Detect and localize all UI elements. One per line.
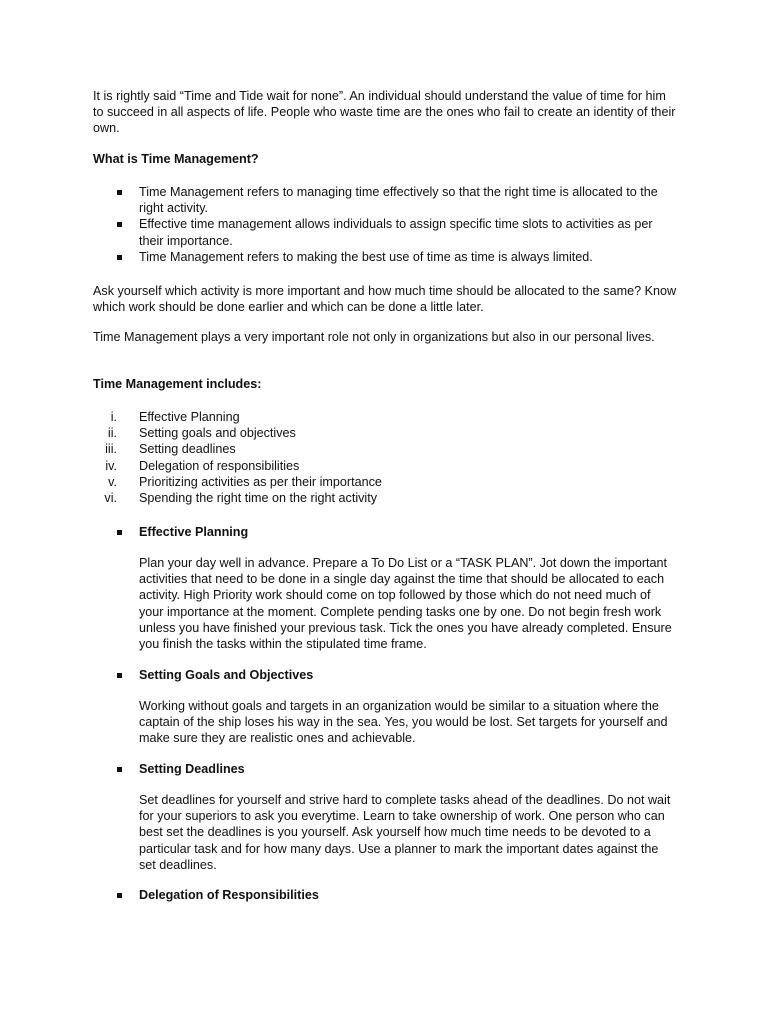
ask-paragraph: Ask yourself which activity is more important and how much time should be allocated to the same? Know which work should be done earlier and which can be done a little later. <box>93 284 677 315</box>
section-title: Setting Deadlines <box>139 762 245 776</box>
ask-block <box>93 283 678 315</box>
section-heading <box>93 761 678 777</box>
includes-heading-block <box>93 376 678 392</box>
section-deadlines-heading <box>93 761 678 777</box>
section-delegation-heading <box>93 887 678 903</box>
role-block <box>93 329 678 345</box>
roman-numeral: iii. <box>105 442 117 457</box>
section-heading <box>93 667 678 683</box>
section-effective-planning-heading <box>93 524 678 540</box>
roman-list-item <box>93 425 678 441</box>
roman-numeral: ii. <box>107 426 117 441</box>
section-body: Plan your day well in advance. Prepare a To Do List or a “TASK PLAN”. Jot down the important activities that need to be done in a single day against the time that should be allocated to each activity. High Priority work should come on top followed by those which do not need much of your importance at the moment. Complete pending tasks one by one. Do not begin fresh work unless you have finished your previous task. Tick the ones you have already completed. Ensure you finish the tasks within the stipulated time frame. <box>139 556 672 652</box>
definition-bullet-item <box>93 216 678 248</box>
section-title: Delegation of Responsibilities <box>139 888 319 902</box>
square-bullet-icon <box>117 190 122 195</box>
definition-bullet-text: Effective time management allows individuals to assign specific time slots to activities as per their importance. <box>139 217 653 248</box>
what-heading: What is Time Management? <box>93 152 259 166</box>
includes-roman-list <box>93 409 678 506</box>
square-bullet-icon <box>117 255 122 260</box>
roman-list-text: Setting goals and objectives <box>139 426 296 441</box>
section-heading <box>93 887 678 903</box>
roman-list-item <box>93 458 678 474</box>
roman-numeral: vi. <box>104 491 117 506</box>
roman-list-item <box>93 490 678 506</box>
roman-list-text: Setting deadlines <box>139 442 236 457</box>
section-body: Set deadlines for yourself and strive hard to complete tasks ahead of the deadlines. Do not wait for your superiors to ask you everytime. Learn to take ownership of work. One person who can best set the deadlines is you yourself. Ask yourself how much time needs to be devoted to a particular task and for how many days. Use a planner to mark the important dates against the set deadlines. <box>139 793 671 872</box>
section-body: Working without goals and targets in an organization would be similar to a situation where the captain of the ship loses his way in the sea. Yes, you would be lost. Set targets for yourself and make sure they are realistic ones and achievable. <box>139 699 668 746</box>
intro-block <box>93 88 678 137</box>
role-paragraph: Time Management plays a very important role not only in organizations but also in our personal lives. <box>93 330 655 344</box>
section-heading <box>93 524 678 540</box>
what-heading-block <box>93 151 678 167</box>
section-goals-heading <box>93 667 678 683</box>
definition-bullet-text: Time Management refers to making the best use of time as time is always limited. <box>139 249 593 264</box>
section-title: Effective Planning <box>139 525 249 539</box>
square-bullet-icon <box>117 767 122 772</box>
definition-bullet-text: Time Management refers to managing time effectively so that the right time is allocated to the right activity. <box>139 185 658 216</box>
roman-list-text: Spending the right time on the right activity <box>139 491 378 506</box>
square-bullet-icon <box>117 530 122 535</box>
roman-list-item <box>93 441 678 457</box>
roman-list-text: Effective Planning <box>139 410 240 424</box>
section-deadlines-body <box>93 792 678 873</box>
definition-bullet-item <box>93 184 678 216</box>
section-title: Setting Goals and Objectives <box>139 668 314 682</box>
square-bullet-icon <box>117 673 122 678</box>
roman-list-item <box>93 409 678 425</box>
roman-numeral: iv. <box>105 458 117 473</box>
roman-numeral: i. <box>110 410 117 424</box>
roman-numeral: v. <box>108 474 117 489</box>
intro-paragraph: It is rightly said “Time and Tide wait for none”. An individual should understand the value of time for him to succeed in all aspects of life. People who waste time are the ones who fail to create an identity of their own. <box>93 89 676 136</box>
section-effective-planning-body <box>93 555 678 652</box>
section-goals-body <box>93 698 678 747</box>
roman-list-item <box>93 474 678 490</box>
includes-heading: Time Management includes: <box>93 377 262 391</box>
definition-bullet-list <box>93 184 678 265</box>
roman-list-text: Prioritizing activities as per their importance <box>139 474 382 489</box>
square-bullet-icon <box>117 222 122 227</box>
definition-bullet-item <box>93 249 678 265</box>
roman-list-text: Delegation of responsibilities <box>139 458 300 473</box>
square-bullet-icon <box>117 893 122 898</box>
